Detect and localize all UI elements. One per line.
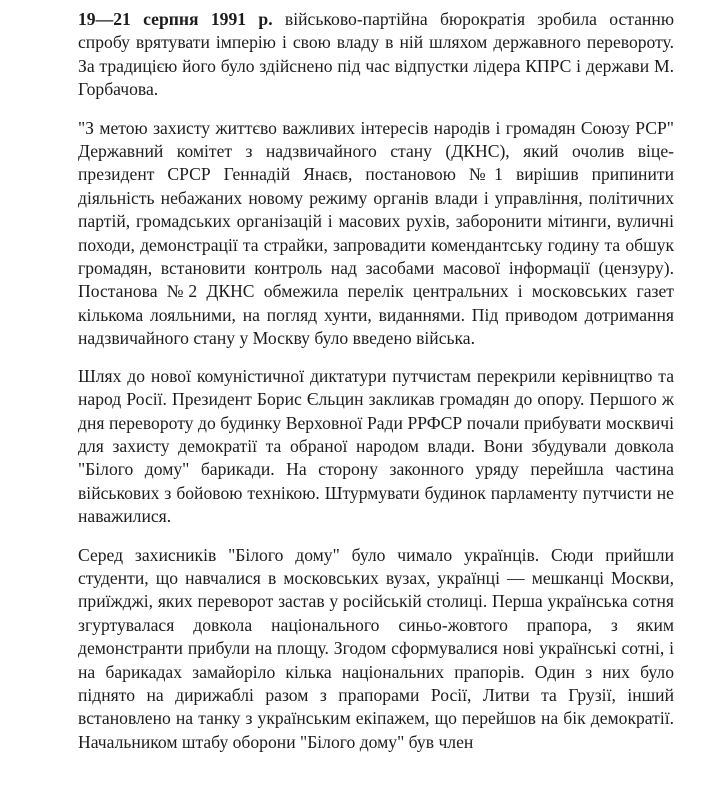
paragraph-ukrainian-defenders [78,544,674,755]
paragraph-text: військово-партійна бюрократія зробила останню спробу врятувати імперію і свою владу в ній шляхом державного перевороту. За традицією його було здійснено під час відпустки лідера КПРС і держави М. Горбачова. [78,9,674,100]
paragraph-coup-intro [78,8,674,102]
paragraph-text: Шлях до нової комуністичної диктатури путчистам перекрили керівництво та народ Росії. Президент Борис Єльцин закликав громадян до опору. Першого ж дня перевороту до будинку Верховної Ради РРФСР почали прибувати москвичі для захисту демократії та обраної народом влади. Вони збудували довкола "Білого дому" барикади. На сторону законного уряду перейшла частина військових з бойовою технікою. Штурмувати будинок парламенту путчисти не наважилися. [78,365,674,527]
document-page [78,8,674,766]
paragraph-gkchp-decrees [78,117,674,351]
date-heading: 19—21 серпня 1991 р. [78,9,273,29]
paragraph-resistance [78,365,674,529]
paragraph-text: "З метою захисту життєво важливих інтересів народів і громадян Союзу РСР" Державний комітет з надзвичайного стану (ДКНС), який очолив віце-президент СРСР Геннадій Янаєв, постановою №1 вирішив припинити діяльність небажаних новому режиму органів влади і управління, політичних партій, громадських організацій і масових рухів, заборонити мітинги, вуличні походи, демонстрації та страйки, запровадити комендантську годину та обшук громадян, встановити контроль над засобами масової інформації (цензуру). Постанова №2 ДКНС обмежила перелік центральних і московських газет кількома лояльними, на погляд хунти, виданнями. Під приводом дотримання надзвичайного стану у Москву було введено війська. [78,117,674,349]
paragraph-text: Серед захисників "Білого дому" було чимало українців. Сюди прийшли студенти, що навчалися в московських вузах, українці — мешканці Москви, приїжджі, яких переворот застав у російській столиці. Перша українська сотня згуртувалася довкола національного синьо-жовтого прапора, з яким демонстранти прибули на площу. Згодом сформувалися нові українські сотні, і на барикадах замайоріло кілька національних прапорів. Один з них було піднято на дирижаблі разом з прапорами Росії, Литви та Грузії, інший встановлено на танку з українським екіпажем, що перейшов на бік демократії. Начальником штабу оборони "Білого дому" був член [78,544,674,752]
